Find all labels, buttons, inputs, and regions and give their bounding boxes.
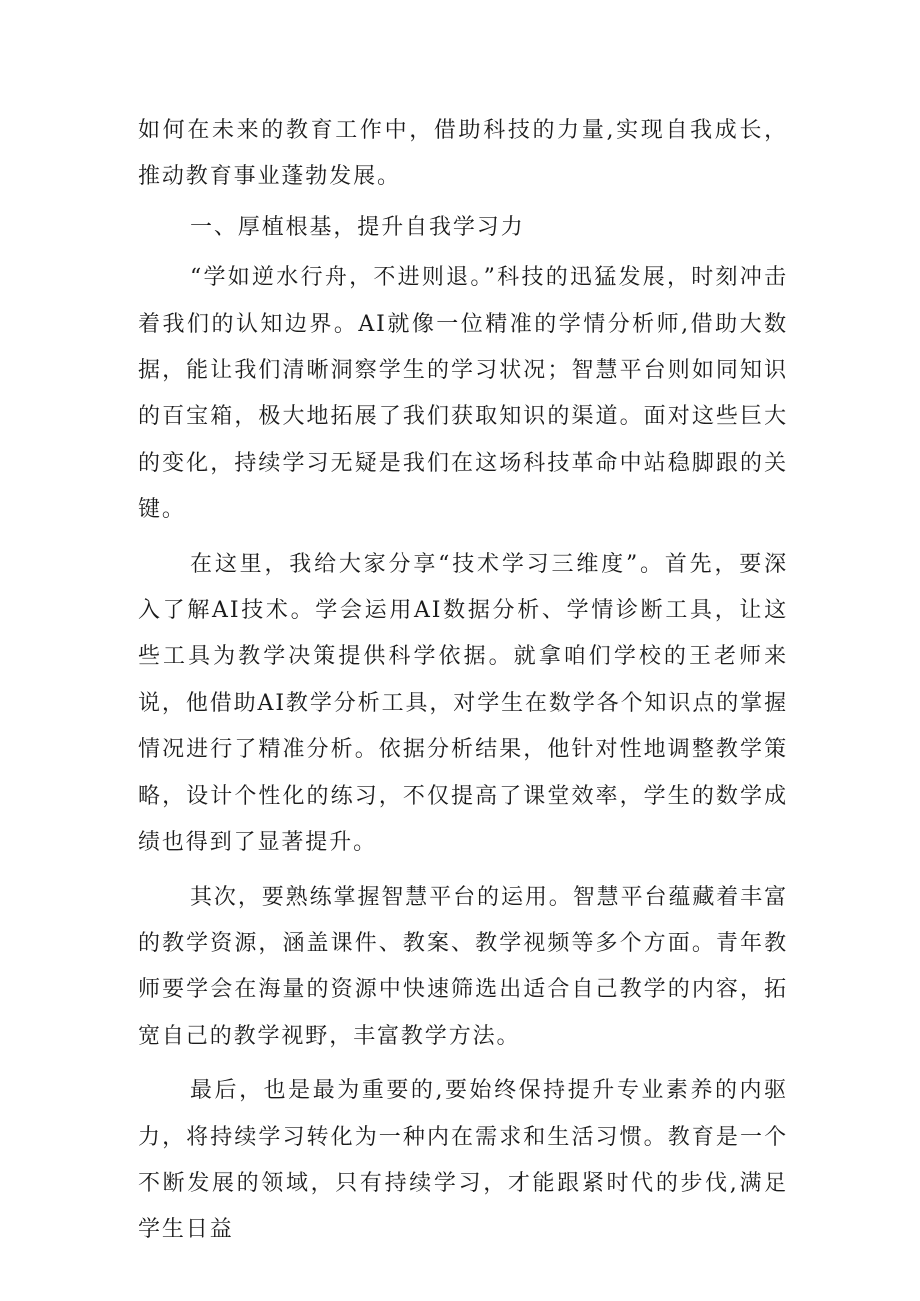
paragraph-intrinsic-drive: 最后，也是最为重要的,要始终保持提升专业素养的内驱力，将持续学习转化为一种内在需求和生活习惯。教育是一个不断发展的领域，只有持续学习，才能跟紧时代的步伐,满足学生日益 bbox=[138, 1078, 788, 1243]
section-heading: 一、厚植根基，提升自我学习力 bbox=[190, 214, 525, 240]
paragraph-continuation: 如何在未来的教育工作中，借助科技的力量,实现自我成长，推动教育事业蓬勃发展。 bbox=[138, 118, 788, 190]
paragraph-three-dimensions: 在这里，我给大家分享“技术学习三维度”。首先，要深入了解AI技术。学会运用AI数据分析、学情诊断工具，让这些工具为教学决策提供科学依据。就拿咱们学校的王老师来说，他借助AI教学分析工具，对学生在数学各个知识点的掌握情况进行了精准分析。依据分析结果，他针对性地调整教学策略，设计个性化的练习，不仅提高了课堂效率，学生的数学成绩也得到了显著提升。 bbox=[138, 551, 788, 856]
document-body bbox=[138, 108, 788, 1254]
paragraph-smart-platform: 其次，要熟练掌握智慧平台的运用。智慧平台蕴藏着丰富的教学资源，涵盖课件、教案、教学视频等多个方面。青年教师要学会在海量的资源中快速筛选出适合自己教学的内容，拓宽自己的教学视野，丰富教学方法。 bbox=[138, 884, 788, 1049]
paragraph-learning: “学如逆水行舟，不进则退。”科技的迅猛发展，时刻冲击着我们的认知边界。AI就像一位精准的学情分析师,借助大数据，能让我们清晰洞察学生的学习状况；智慧平台则如同知识的百宝箱，极大地拓展了我们获取知识的渠道。面对这些巨大的变化，持续学习无疑是我们在这场科技革命中站稳脚跟的关键。 bbox=[138, 265, 788, 523]
